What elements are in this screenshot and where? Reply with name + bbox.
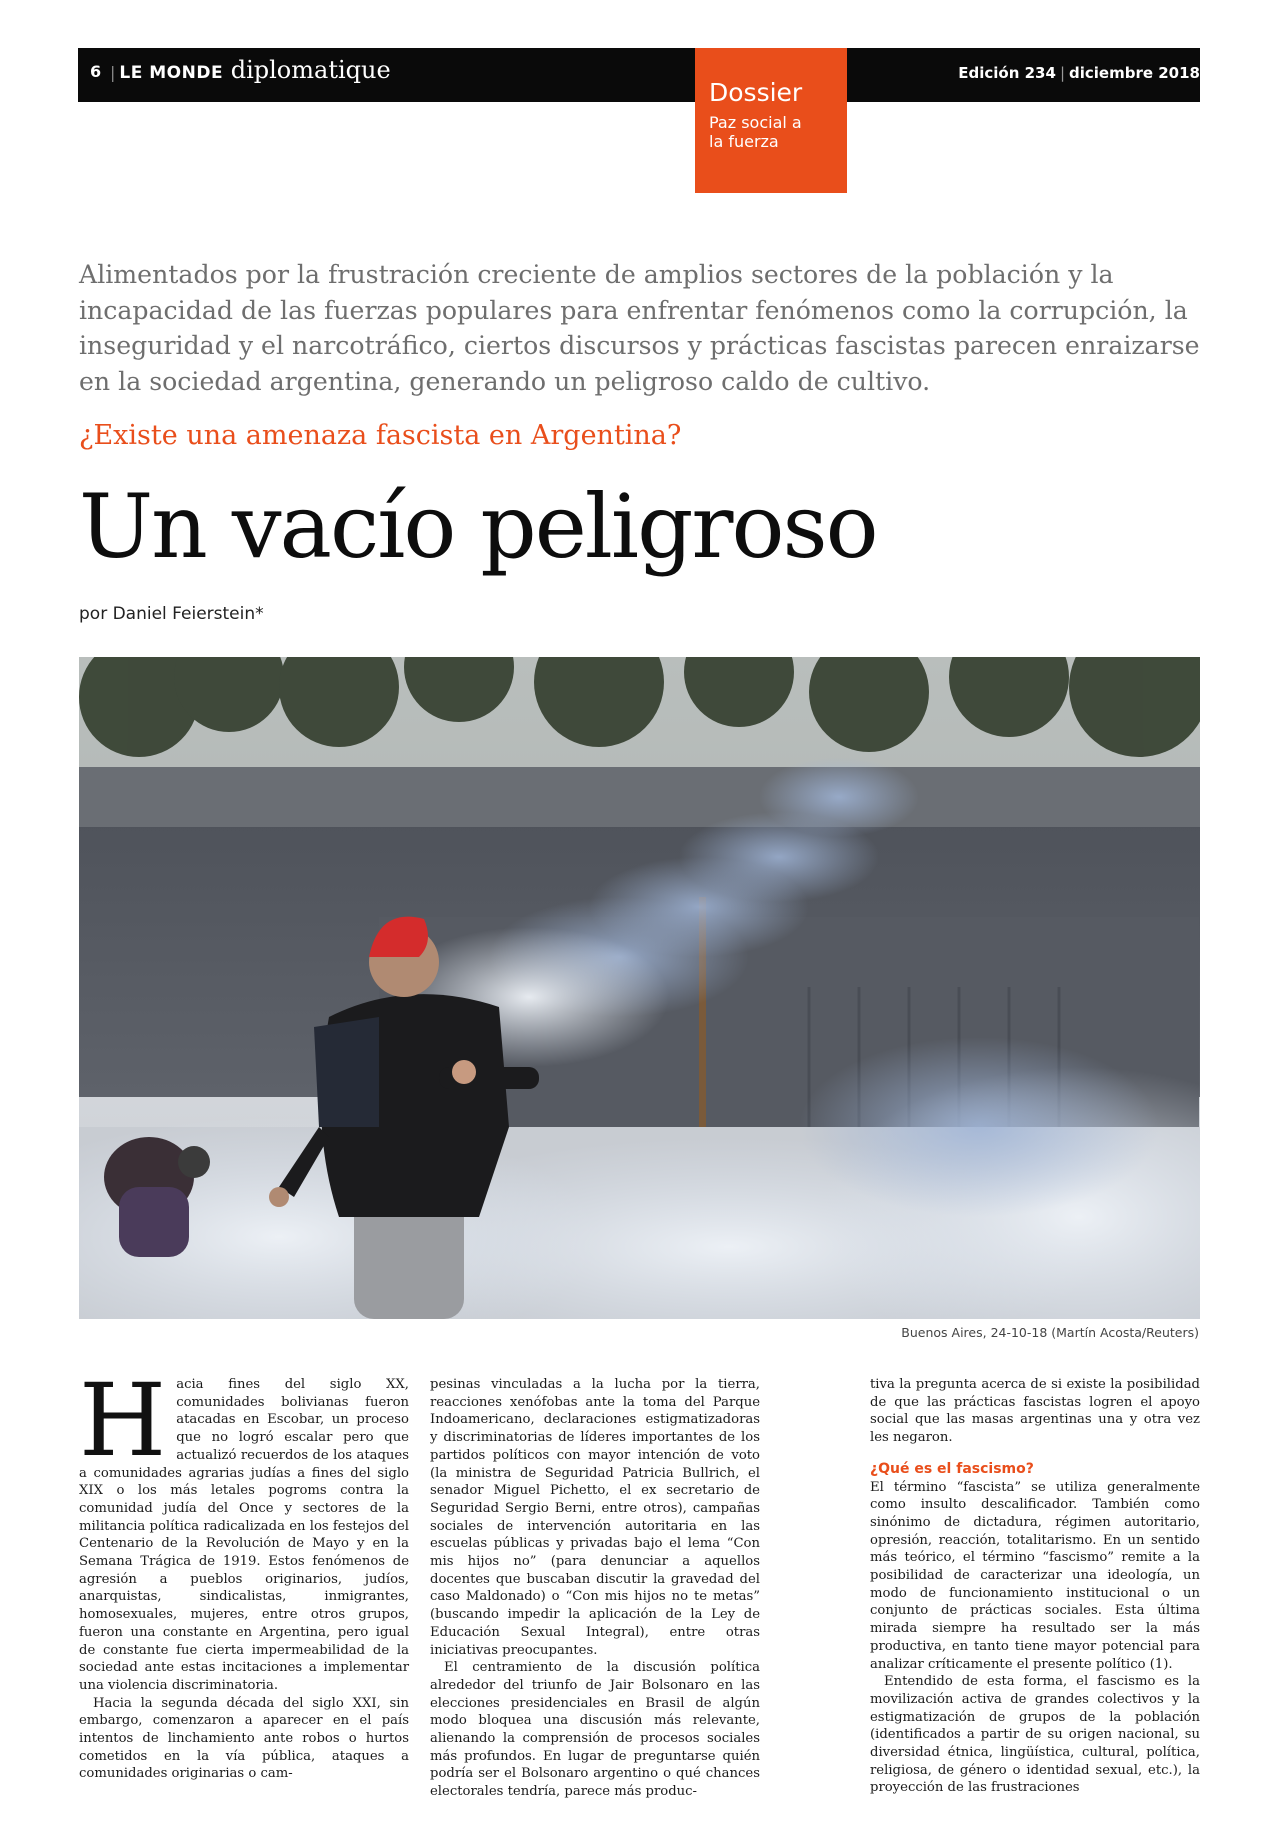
edition-info: Edición 234 | diciembre 2018 [958, 64, 1200, 82]
article-photo [79, 657, 1200, 1319]
paragraph: El centramiento de la discusión política alrededor del triunfo de Jair Bolsonaro en las elecciones presidenciales en Brasil de algún modo bloquea una discusión más relevante, alienando la comprensión de procesos sociales más profundos. En lugar de preguntarse quién podría ser el Bolsonaro argentino o qué chances electorales tendría, parece más produc- [430, 1660, 760, 1800]
dossier-subtitle: Paz social a la fuerza [709, 113, 802, 151]
article-column-1 [79, 1362, 409, 1783]
article-kicker: ¿Existe una amenaza fascista en Argentina? [79, 420, 682, 451]
publication-masthead: | LE MONDE diplomatique [110, 56, 391, 84]
page-number: 6 [90, 62, 102, 81]
dossier-label: Dossier [709, 78, 803, 107]
section-subhead: ¿Qué es el fascismo? [870, 1460, 1034, 1477]
drop-cap: H [79, 1362, 167, 1479]
article-title: Un vacío peligroso [79, 475, 877, 578]
paragraph: Entendido de esta forma, el fascismo es la movilización activa de grandes colectivos y la estigmatización de grupos de la población (identificados a partir de su origen nacional, su diversidad étnica, lingüística, cultural, política, religiosa, de género o identidad sexual, etc.), la proyección de las frustraciones [870, 1674, 1200, 1796]
article-byline: por Daniel Feierstein* [79, 604, 264, 624]
article-column-2 [430, 1376, 760, 1801]
edition-date: diciembre 2018 [1069, 64, 1200, 82]
article-lead: Alimentados por la frustración creciente de amplios sectores de la población y la incapacidad de las fuerzas populares para enfrentar fenómenos como la corrupción, la inseguridad y el narcotráfico, ciertos discursos y prácticas fascistas parecen enraizarse en la sociedad argentina, generando un peligroso caldo de cultivo. [79, 260, 1200, 396]
dossier-tag [695, 48, 847, 193]
paragraph: pesinas vinculadas a la lucha por la tierra, reacciones xenófobas ante la toma del Parque Indoamericano, declaraciones estigmatizadoras y discriminatorias de líderes importantes de los partidos políticos con mayor intención de voto (la ministra de Seguridad Patricia Bullrich, el senador Miguel Pichetto, el ex secretario de Seguridad Sergio Berni, entre otros), campañas sociales de intervención autoritaria en las escuelas públicas y privadas bajo el lema “Con mis hijos no” (para denunciar a aquellos docentes que buscaban discutir la gravedad del caso Maldonado) o “Con mis hijos no te metas” (buscando impedir la aplicación de la Ley de Educación Sexual Integral), entre otras iniciativas preocupantes. [430, 1377, 760, 1658]
article-column-3 [870, 1376, 1200, 1797]
edition-number: Edición 234 [958, 64, 1056, 82]
masthead-brand: LE MONDE [119, 63, 224, 83]
masthead-name: diplomatique [230, 56, 391, 84]
paragraph: El término “fascista” se utiliza generalmente como insulto descalificador. También como sinónimo de dictadura, régimen autoritario, opresión, reacción, totalitarismo. En un sentido más teórico, el término “fascismo” remite a la posibilidad de caracterizar una ideología, un modo de funcionamiento institucional o un conjunto de prácticas sociales. Esta última mirada siempre ha resultado ser la más productiva, en tanto tiene mayor potencial para analizar críticamente el presente político (1). [870, 1479, 1200, 1672]
paragraph: acia fines del siglo XX, comunidades bolivianas fueron atacadas en Escobar, un proceso que no logró escalar pero que actualizó recuerdos de los ataques a comunidades agrarias judías a fines del siglo XIX o los más letales pogroms contra la comunidad judía del Once y sectores de la militancia política radicalizada en los festejos del Centenario de la Revolución de Mayo y en la Semana Trágica de 1919. Estos fenómenos de agresión a pueblos originarios, judíos, anarquistas, sindicalistas, inmigrantes, homosexuales, mujeres, entre otros grupos, fueron una constante en Argentina, pero igual de constante fue cierta impermeabilidad de la sociedad ante estas incitaciones a implementar una violencia discriminatoria. [79, 1377, 409, 1693]
photo-caption: Buenos Aires, 24-10-18 (Martín Acosta/Reuters) [901, 1325, 1199, 1340]
paragraph: tiva la pregunta acerca de si existe la posibilidad de que las prácticas fascistas logren el apoyo social que las masas argentinas una y otra vez les negaron. [870, 1377, 1200, 1446]
paragraph: Hacia la segunda década del siglo XXI, sin embargo, comenzaron a aparecer en el país intentos de linchamiento ante robos o hurtos cometidos en la vía pública, ataques a comunidades originarias o cam- [79, 1695, 409, 1782]
